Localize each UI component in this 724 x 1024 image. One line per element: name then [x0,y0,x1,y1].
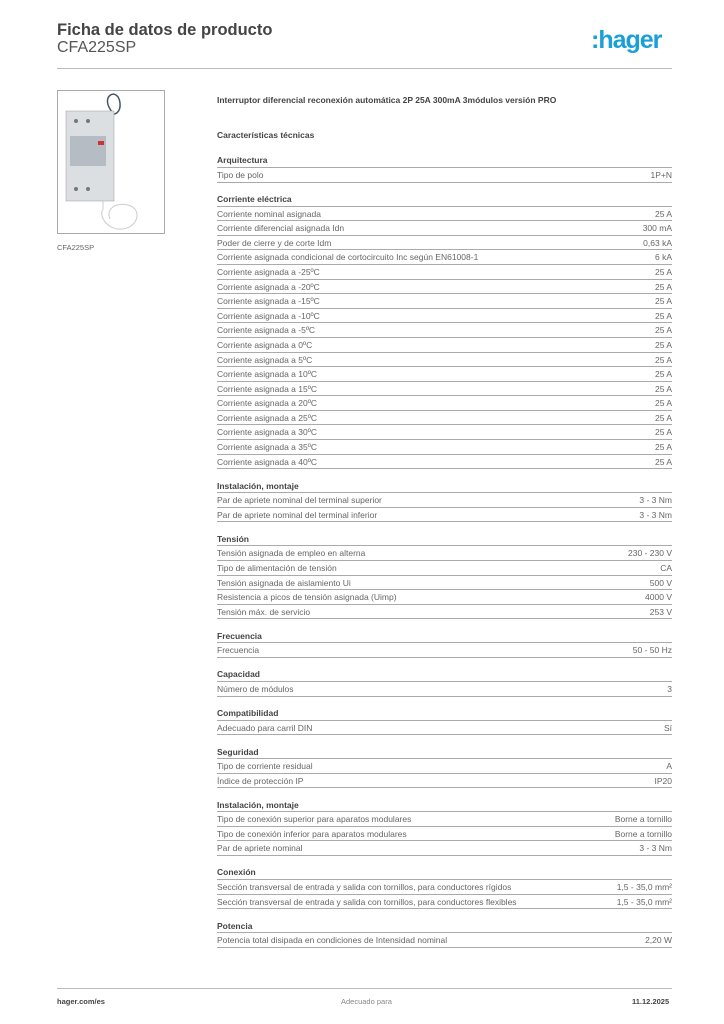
spec-section [217,192,672,469]
spec-label: Tipo de alimentación de tensión [217,563,337,573]
spec-label: Poder de cierre y de corte Idm [217,237,332,248]
spec-row [217,841,672,856]
spec-row [217,576,672,591]
spec-row [217,207,672,222]
spec-value: 25 A [654,281,672,292]
spec-section [217,629,672,658]
spec-value: 3 - 3 Nm [639,509,672,520]
spec-row [217,425,672,440]
spec-row [217,221,672,236]
footer-website: hager.com/es [57,997,105,1006]
spec-value: 25 A [654,339,672,350]
spec-value: 1,5 - 35,0 mm² [616,896,672,907]
spec-label: Corriente asignada a -25ºC [217,266,320,277]
product-image [57,90,165,234]
spec-row [217,294,672,309]
spec-value: 25 A [654,442,672,453]
spec-row [217,250,672,265]
spec-label: Corriente asignada a 10ºC [217,369,317,380]
spec-value: 230 - 230 V [628,548,672,559]
spec-label: Número de módulos [217,683,294,694]
page-title: Ficha de datos de producto [57,21,273,39]
technical-section-title: Características técnicas [217,130,315,140]
spec-value: 25 A [654,325,672,336]
spec-label: Tipo de conexión superior para aparatos modulares [217,814,412,825]
hager-logo: :hager [591,26,662,54]
spec-value: 1P+N [650,169,672,180]
footer-suitable-for: Adecuado para [341,997,392,1006]
spec-label: Par de apriete nominal del terminal inferior [217,509,378,520]
spec-label: Índice de protección IP [217,775,304,786]
product-image-caption: CFA225SP [57,243,95,252]
spec-label: Corriente asignada a -20ºC [217,281,320,292]
section-heading: Instalación, montaje [217,798,672,813]
footer-divider [57,988,672,989]
spec-label: Corriente asignada a 40ºC [217,456,317,467]
spec-row [217,561,672,576]
spec-row [217,280,672,295]
spec-row [217,508,672,523]
product-code: CFA225SP [57,39,137,56]
spec-value: 25 A [654,427,672,438]
spec-value: 3 - 3 Nm [639,495,672,506]
spec-label: Corriente asignada a 30ºC [217,427,317,438]
spec-label: Tensión asignada de empleo en alterna [217,548,366,559]
spec-value: 3 - 3 Nm [639,843,672,854]
spec-value: Borne a tornillo [614,814,672,825]
spec-row [217,682,672,697]
spec-label: Tipo de corriente residual [217,761,313,772]
spec-row [217,396,672,411]
section-heading: Frecuencia [217,629,672,644]
spec-section [217,706,672,735]
spec-row [217,382,672,397]
spec-label: Corriente asignada a 5ºC [217,354,313,365]
spec-label: Tipo de conexión inferior para aparatos modulares [217,828,407,839]
spec-value: 300 mA [642,223,672,234]
spec-label: Tensión asignada de aislamiento Ui [217,577,351,588]
spec-section [217,865,672,909]
spec-row [217,411,672,426]
spec-value: 0,63 kA [643,237,672,248]
spec-label: Corriente nominal asignada [217,208,321,219]
spec-value: 25 A [654,266,672,277]
spec-value: 25 A [654,354,672,365]
spec-value: 50 - 50 Hz [632,645,672,656]
spec-row [217,455,672,470]
section-heading: Seguridad [217,745,672,760]
section-heading: Instalación, montaje [217,479,672,494]
spec-row [217,546,672,561]
spec-value: 25 A [654,456,672,467]
spec-row [217,895,672,910]
section-heading: Corriente eléctrica [217,192,672,207]
spec-table [217,95,672,948]
spec-label: Sección transversal de entrada y salida con tornillos, para conductores rígidos [217,882,512,893]
spec-row [217,643,672,658]
spec-value: 3 [667,683,672,694]
product-description: Interruptor diferencial reconexión automática 2P 25A 300mA 3módulos versión PRO [217,95,557,105]
spec-value: CA [660,563,672,573]
spec-row [217,265,672,280]
spec-row [217,493,672,508]
spec-row [217,933,672,948]
spec-value: 25 A [654,369,672,380]
spec-label: Frecuencia [217,645,260,656]
spec-section [217,798,672,856]
spec-label: Tipo de polo [217,169,264,180]
spec-row [217,338,672,353]
spec-value: A [666,761,672,772]
section-heading: Compatibilidad [217,706,672,721]
spec-row [217,236,672,251]
spec-value: 6 kA [654,252,672,263]
spec-section [217,919,672,948]
spec-row [217,774,672,789]
spec-row [217,721,672,736]
spec-label: Corriente asignada a 15ºC [217,383,317,394]
spec-label: Par de apriete nominal del terminal superior [217,495,382,506]
spec-label: Adecuado para carril DIN [217,722,313,733]
spec-section [217,153,672,182]
section-heading: Conexión [217,865,672,880]
spec-row [217,812,672,827]
spec-label: Corriente diferencial asignada Idn [217,223,345,234]
spec-row [217,323,672,338]
header-divider [57,68,672,69]
spec-row [217,309,672,324]
spec-label: Sección transversal de entrada y salida con tornillos, para conductores flexibles [217,896,517,907]
footer-date: 11.12.2025 [632,997,670,1006]
spec-value: Borne a tornillo [614,828,672,839]
spec-row [217,367,672,382]
spec-row [217,440,672,455]
spec-label: Corriente asignada condicional de cortocircuito Inc según EN61008-1 [217,252,479,263]
spec-value: 2,20 W [645,935,672,946]
section-heading: Potencia [217,919,672,934]
spec-value: Sí [663,722,672,733]
section-heading: Capacidad [217,667,672,682]
spec-row [217,827,672,842]
spec-value: 500 V [649,577,672,588]
spec-row [217,168,672,183]
spec-value: 253 V [649,606,672,617]
spec-label: Corriente asignada a 20ºC [217,398,317,409]
spec-value: 1,5 - 35,0 mm² [616,882,672,893]
section-heading: Tensión [217,532,672,547]
spec-label: Tensión máx. de servicio [217,606,311,617]
spec-label: Corriente asignada a 25ºC [217,412,317,423]
spec-value: IP20 [654,775,672,786]
spec-value: 25 A [654,398,672,409]
spec-value: 4000 V [645,592,672,603]
spec-label: Potencia total disipada en condiciones de Intensidad nominal [217,935,448,946]
section-heading: Arquitectura [217,153,672,168]
spec-label: Par de apriete nominal [217,843,303,854]
spec-row [217,880,672,895]
spec-row [217,590,672,605]
spec-label: Corriente asignada a 35ºC [217,442,317,453]
spec-label: Corriente asignada a -15ºC [217,296,320,307]
spec-value: 25 A [654,208,672,219]
spec-label: Resistencia a picos de tensión asignada (Uimp) [217,592,397,603]
spec-row [217,605,672,620]
spec-label: Corriente asignada a -5ºC [217,325,316,336]
spec-value: 25 A [654,383,672,394]
spec-section [217,667,672,696]
spec-row [217,759,672,774]
spec-value: 25 A [654,310,672,321]
spec-section [217,532,672,620]
spec-section [217,479,672,523]
spec-label: Corriente asignada a 0ºC [217,339,313,350]
spec-row [217,353,672,368]
spec-label: Corriente asignada a -10ºC [217,310,320,321]
spec-section [217,745,672,789]
spec-value: 25 A [654,296,672,307]
spec-value: 25 A [654,412,672,423]
